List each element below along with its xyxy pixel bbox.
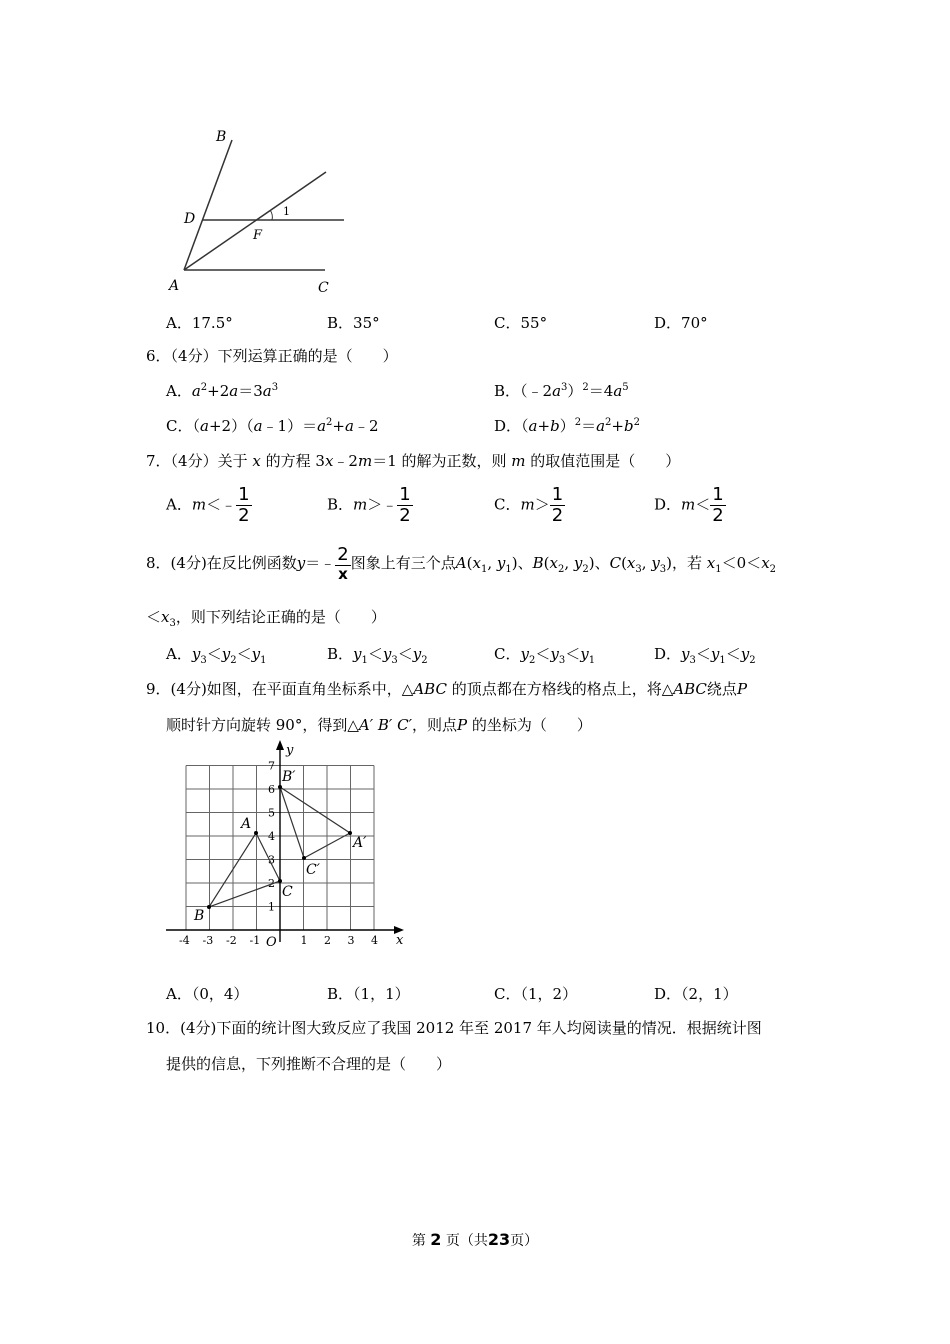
q9-label-a: A [241,816,252,832]
q9-point-a-prime [348,831,352,835]
q8-option-c: C．$y_2<y_3<y_1$ [494,645,596,666]
q9-y-arrow [276,740,284,750]
q5-label-c: C [318,280,329,296]
q8-mid: 图象上有三个点 [350,554,456,572]
q5-option-d: D．70° [654,314,708,332]
q9-x-tick-label: -3 [202,934,214,947]
q6-option-c: C．$(a+2)(a﹣1)=a^2+a﹣2$ [166,417,379,435]
q9-y-tick-label: 1 [268,900,275,914]
q9-axis-y-label: y [286,743,294,758]
footer-total-pages: 23 [487,1230,511,1249]
q7-option-d: D．m＜ $\frac{1}{2}$ [654,484,724,526]
q7-mid1: 的方程 3 [265,452,325,470]
footer-page-number: 2 [430,1230,442,1249]
q9-figure [160,738,410,950]
q9-y-tick-label: 4 [268,830,275,843]
q9-y-tick-label: 6 [268,783,275,796]
q9-point-a [254,831,258,835]
q7-frac-a: $\frac{1}{2}$ [238,484,250,526]
q9-triangle-abc-prime [280,787,350,858]
q8-stem-line2: $<x_3$，则下列结论正确的是（ ） [146,608,386,629]
q9-point-c [278,879,282,883]
q5-option-b: B．35° [327,314,380,332]
q6-stem: 6．（4分）下列运算正确的是（ ） [146,347,398,365]
q6-option-d: D．$(a+b)^2=a^2+b^2$ [494,417,640,435]
q8-letter-c: C． [494,645,521,663]
q9-label-a-prime: A′ [353,835,367,851]
q6-option-a: A．$a^2+2a=3a^3$ [166,382,279,400]
q9-x-tick-label: -1 [249,934,261,947]
q9-x-tick-label: 3 [347,934,355,947]
q7-mid2: ﹣2 [333,452,358,470]
q9-option-a: A．（0，4） [166,985,249,1003]
q8-lead: 8．(4分)在反比例函数 [146,554,297,572]
q9-point-b-prime [278,785,282,789]
footer-mid: 页（共 [445,1233,488,1249]
q9-label-b-prime: B′ [282,769,296,785]
q6-option-b: B．$(﹣2a^3)^2=4a^5$ [494,382,629,400]
q6-letter-d: D． [494,417,522,435]
q8-letter-b: B． [327,645,354,663]
q10-stem-line1: 10．(4分)下面的统计图大致反应了我国 2012 年至 2017 年人均阅读量的情况．根据统计图 [146,1019,762,1037]
page-footer [0,1230,950,1250]
q5-label-d: D [184,211,196,227]
q7-letter-d: D． [654,495,682,514]
q8-option-d: D．$y_3<y_1<y_2$ [654,645,756,666]
q9-y-tick-label: 7 [268,759,275,773]
q7-tail: ＝1 的解为正数，则 [372,452,507,470]
q9-stem-line1: 9．(4分)如图，在平面直角坐标系中，△ABC 的顶点都在方格线的格点上，将△ABC绕点P [146,680,748,698]
q7-letter-a: A． [166,495,192,514]
q7-stem [146,450,680,471]
footer-prefix: 第 [411,1233,426,1249]
q5-label-f: F [253,228,263,243]
q9-label-c-prime: C′ [306,862,320,878]
q9-x-tick-label: -2 [226,934,237,947]
q7-var-m: m [357,452,373,470]
q9-y-tick-label: 5 [268,806,275,820]
q9-point-b [207,905,211,909]
q9-x-tick-label: 2 [324,934,331,947]
q8-letter-d: D． [654,645,682,663]
q7-option-c: C．m＞ $\frac{1}{2}$ [494,484,564,526]
q9-x-tick-label: 4 [371,934,378,947]
q9-option-c: C．（1，2） [494,985,578,1003]
q7-tail2: 的取值范围是（ ） [530,452,681,470]
q6-letter-b: B． [494,382,521,400]
q6-letter-a: A． [166,382,192,400]
q9-label-b: B [194,908,205,924]
q10-stem-line2: 提供的信息，下列推断不合理的是（ ） [166,1055,452,1073]
q9-origin-label: O [266,935,277,950]
q9-point-c-prime [302,856,306,860]
q9-label-c: C [282,884,293,900]
q8-option-a: A．$y_3<y_2<y_1$ [166,645,267,666]
q9-y-tick-label: 3 [268,853,275,867]
q5-option-c: C．55° [494,314,548,332]
q9-x-tick-label: -4 [179,934,190,947]
footer-suffix: 页） [510,1233,539,1249]
q9-y-tick-label: 2 [268,877,275,890]
q7-var-x: x [252,452,261,470]
q7-option-b: B．m＞﹣ $\frac{1}{2}$ [327,484,411,526]
q8-fraction: $\frac{2}{x}$ [337,544,349,583]
q7-letter-b: B． [327,495,354,514]
q9-stem-line2: 顺时针方向旋转 90°，得到△A′ B′ C′，则点P 的坐标为（ ） [166,716,592,734]
q7-num: 7．（4分）关于 [146,452,248,470]
q7-option-a: A．m＜﹣ $\frac{1}{2}$ [166,484,250,526]
q9-triangle-abc [209,833,280,907]
q8-cond-line2: ，则下列结论正确的是（ ） [175,608,386,626]
q9-option-b: B．（1，1） [327,985,410,1003]
q7-var-x2: x [324,452,334,470]
q7-frac-d: $\frac{1}{2}$ [712,484,724,526]
q5-label-b: B [216,129,227,145]
q9-axis-x-label: x [396,933,404,948]
q7-frac-b: $\frac{1}{2}$ [399,484,411,526]
q8-letter-a: A． [166,645,192,663]
q9-option-d: D．（2，1） [654,985,738,1003]
q7-letter-c: C． [494,495,521,514]
q5-figure [160,120,360,300]
q6-letter-c: C． [166,417,193,435]
q7-var-m2: m [511,452,526,470]
q8-stem: 8．(4分)在反比例函数y＝﹣ $\frac{2}{x}$ 图象上有三个点$A(x_1$, $y_1$)、$B(x_2$, $y_2$)、$C(x_3$, $y_3$)，若 $x_1<0<x_2$ [146,544,777,583]
q5-label-1: 1 [283,205,290,218]
q8-option-b: B．$y_1<y_3<y_2$ [327,645,428,666]
q5-option-a: A．17.5° [166,314,233,332]
q7-frac-c: $\frac{1}{2}$ [551,484,564,526]
q5-label-a: A [169,278,180,294]
q9-x-tick-label: 1 [300,934,308,947]
